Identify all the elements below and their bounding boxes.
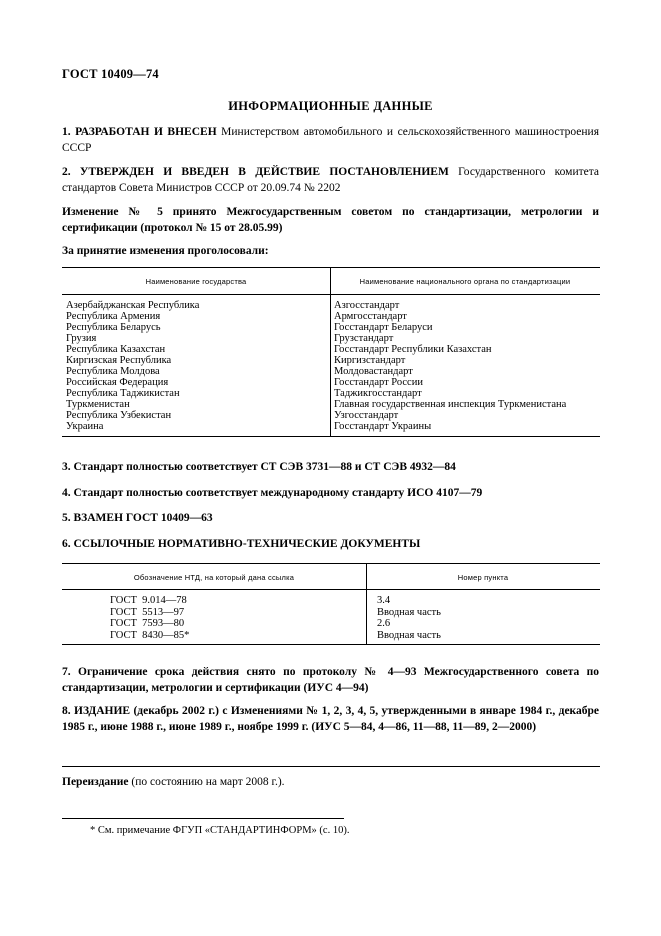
item-6 [62, 537, 599, 553]
item-6-text: ССЫЛОЧНЫЕ НОРМАТИВНО-ТЕХНИЧЕСКИЕ ДОКУМЕНТЫ [73, 538, 421, 550]
item-4 [62, 486, 599, 502]
reissue-rule [62, 766, 600, 767]
item-8-text: ИЗДАНИЕ (декабрь 2002 г.) с Изменениями № 1, 2, 3, 4, 5, утвержденными в январе 1984 г., декабре 1985 г., июне 1988 г., июне 1989 г., ноябре 1999 г. (ИУС 5—84, 4—86, 11—88, 11—89, 2—2000) [62, 705, 599, 733]
states-row-4-body: Госстандарт Республики Казахстан [334, 344, 492, 355]
item-8 [62, 704, 599, 735]
item-4-text: Стандарт полностью соответствует международному стандарту ИСО 4107—79 [73, 487, 483, 499]
item-1-lead: РАЗРАБОТАН И ВНЕСЕН [75, 126, 217, 138]
reissue-lead: Переиздание [62, 776, 129, 788]
states-row-1-state: Республика Армения [66, 311, 161, 322]
states-table-header-rule [62, 294, 600, 295]
ref-row-2-document: ГОСТ 7593—80 [110, 618, 185, 629]
item-7-text: Ограничение срока действия снято по протоколу № 4—93 Межгосударственного совета по стандартизации, метрологии и сертификации (ИУС 4—94) [62, 666, 600, 694]
reissue-text: (по состоянию на март 2008 г.). [128, 776, 285, 788]
states-row-5-state: Киргизская Республика [66, 355, 172, 366]
ref-row-1-clause: Вводная часть [377, 606, 441, 618]
states-row-4-state: Республика Казахстан [66, 344, 166, 355]
item-1-text: Министерством автомобильного и сельскохозяйственного машиностроения СССР [62, 126, 599, 154]
states-table-divider [330, 267, 331, 436]
ref-row-1-document: ГОСТ 5513—97 [110, 606, 185, 618]
ref-row-2-clause: 2.6 [377, 618, 391, 629]
item-2-lead: УТВЕРЖДЕН И ВВЕДЕН В ДЕЙСТВИЕ ПОСТАНОВЛЕНИЕМ [79, 166, 449, 178]
states-header-body: Наименование национального органа по стандартизации [359, 277, 571, 286]
states-row-9-body: Главная государственная инспекция Туркменистана [334, 399, 567, 410]
states-row-7-state: Российская Федерация [66, 377, 169, 388]
item-8-number: 8. [62, 705, 71, 717]
ref-header-clause: Номер пункта [457, 573, 509, 582]
states-row-11-state: Украина [66, 421, 104, 432]
states-row-2-state: Республика Беларусь [66, 322, 161, 333]
item-4-number: 4. [62, 487, 71, 499]
section-title: ИНФОРМАЦИОННЫЕ ДАННЫЕ [228, 99, 433, 113]
states-row-3-body: Грузстандарт [334, 333, 394, 344]
footnote: * См. примечание ФГУП «СТАНДАРТИНФОРМ» (с. 10). [90, 825, 350, 836]
ref-header-document: Обозначение НТД, на который дана ссылка [133, 573, 295, 582]
ref-table-bottom-rule [62, 644, 600, 645]
states-row-10-state: Республика Узбекистан [66, 410, 172, 421]
states-row-7-body: Госстандарт России [334, 377, 423, 388]
item-3 [62, 460, 599, 476]
ref-row-0-clause: 3.4 [377, 595, 391, 606]
states-row-8-body: Таджикгосстандарт [334, 388, 422, 399]
item-5-text: ВЗАМЕН ГОСТ 10409—63 [73, 512, 213, 524]
states-row-6-body: Молдовастандарт [334, 366, 413, 377]
states-row-1-body: Армгосстандарт [334, 311, 407, 322]
states-row-0-body: Азгосстандарт [334, 300, 400, 311]
amendment-note: Изменение № 5 принято Межгосударственным советом по стандартизации, метрологии и сертификации (протокол № 15 от 28.05.99) [62, 206, 599, 234]
states-row-0-state: Азербайджанская Республика [66, 300, 200, 311]
item-2-number: 2. [62, 166, 71, 178]
states-table-top-rule [62, 267, 600, 268]
item-1-number: 1. [62, 126, 71, 138]
states-row-11-body: Госстандарт Украины [334, 421, 432, 432]
item-5-number: 5. [62, 512, 71, 524]
item-2 [62, 165, 599, 196]
ref-row-3-clause: Вводная часть [377, 629, 441, 641]
item-3-number: 3. [62, 461, 71, 473]
ref-table-top-rule [62, 563, 600, 564]
voted-heading: За принятие изменения проголосовали: [62, 245, 269, 257]
item-3-text: Стандарт полностью соответствует СТ СЭВ 3731—88 и СТ СЭВ 4932—84 [73, 461, 456, 473]
ref-row-0-document: ГОСТ 9.014—78 [110, 595, 187, 606]
ref-table-header-rule [62, 589, 600, 590]
item-7-number: 7. [62, 666, 71, 678]
states-header-state: Наименование государства [145, 277, 247, 286]
states-row-3-state: Грузия [66, 333, 97, 344]
reissue-note [62, 776, 285, 788]
states-row-8-state: Республика Таджикистан [66, 388, 180, 399]
document-code: ГОСТ 10409—74 [62, 67, 159, 81]
item-7 [62, 665, 599, 696]
footnote-rule [62, 818, 344, 819]
states-row-6-state: Республика Молдова [66, 366, 160, 377]
states-table-bottom-rule [62, 436, 600, 437]
item-2-text: Государственного комитета стандартов Совета Министров СССР от 20.09.74 № 2202 [62, 166, 599, 194]
states-row-9-state: Туркменистан [66, 399, 130, 410]
item-1 [62, 125, 599, 156]
item-6-number: 6. [62, 538, 71, 550]
states-row-2-body: Госстандарт Беларуси [334, 322, 433, 333]
states-row-10-body: Узгосстандарт [334, 410, 399, 421]
ref-row-3-document: ГОСТ 8430—85* [110, 629, 190, 641]
states-row-5-body: Киргизстандарт [334, 355, 406, 366]
item-5 [62, 511, 599, 527]
